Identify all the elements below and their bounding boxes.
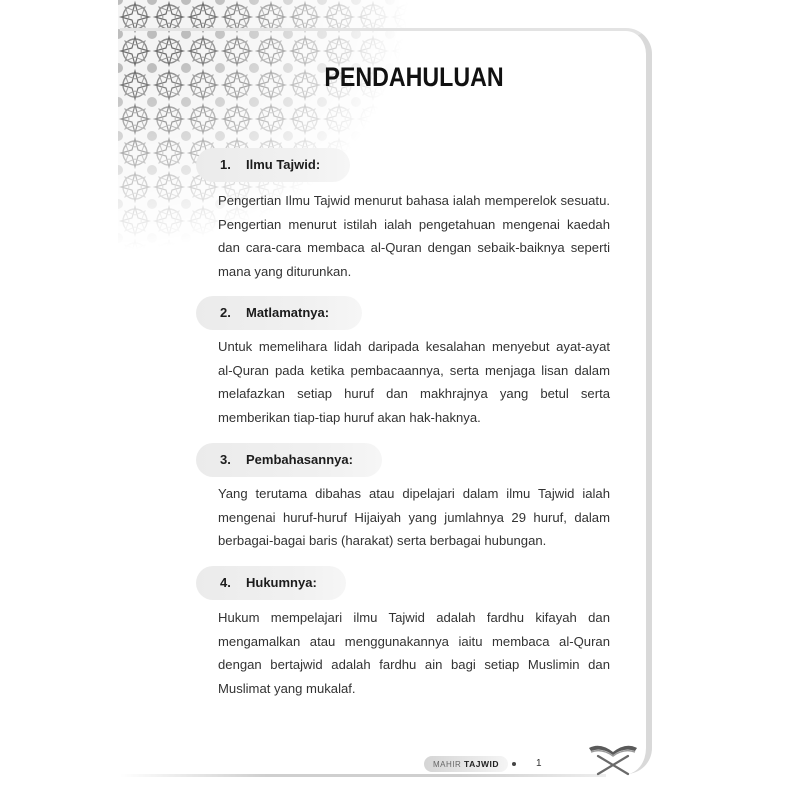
section-heading-1 [196, 148, 350, 182]
section-number: 2. [220, 305, 231, 320]
footer-dot [512, 762, 516, 766]
section-number: 1. [220, 157, 231, 172]
section-body-3: Yang terutama dibahas atau dipelajari dalam ilmu Tajwid ialah mengenai huruf-huruf Hijaiyah yang jumlahnya 29 huruf, dalam berbagai-bagai baris (harakat) serta berbagai hubungan. [218, 486, 610, 548]
page-number: 1 [536, 758, 542, 769]
page-title: PENDAHULUAN [324, 62, 504, 92]
section-heading-4 [196, 566, 346, 600]
section-number: 3. [220, 452, 231, 467]
section-heading-2 [196, 296, 362, 330]
section-body-2: Untuk memelihara lidah daripada kesalahan menyebut ayat-ayat al-Quran pada ketika pembacaannya, serta menjaga lisan dalam melafazkan setiap huruf dan makhrajnya yang betul serta memberikan tiap-tiap huruf akan hak-haknya. [218, 339, 610, 425]
section-title: Hukumnya: [246, 575, 317, 590]
footer-tag-prefix: MAHIR [433, 760, 462, 769]
footer-book-tag [424, 756, 508, 772]
footer-tag-bold: TAJWID [464, 759, 499, 769]
section-title: Matlamatnya: [246, 305, 330, 320]
section-title: Ilmu Tajwid: [246, 157, 321, 172]
section-body-1: Pengertian Ilmu Tajwid menurut bahasa ialah memperelok sesuatu. Pengertian menurut istilah ialah pengetahuan mengenai kaedah dan cara-cara membaca al-Quran dengan sebaik-baiknya seperti mana yang diturunkan. [218, 193, 610, 279]
section-number: 4. [220, 575, 231, 590]
section-title: Pembahasannya: [246, 452, 353, 467]
section-body-4: Hukum mempelajari ilmu Tajwid adalah fardhu kifayah dan mengamalkan atau menggunakannya iaitu membaca al-Quran dengan bertajwid adalah fardhu ain bagi setiap Muslimin dan Muslimat yang mukalaf. [218, 610, 610, 696]
open-quran-icon [586, 740, 640, 776]
section-heading-3 [196, 443, 382, 477]
